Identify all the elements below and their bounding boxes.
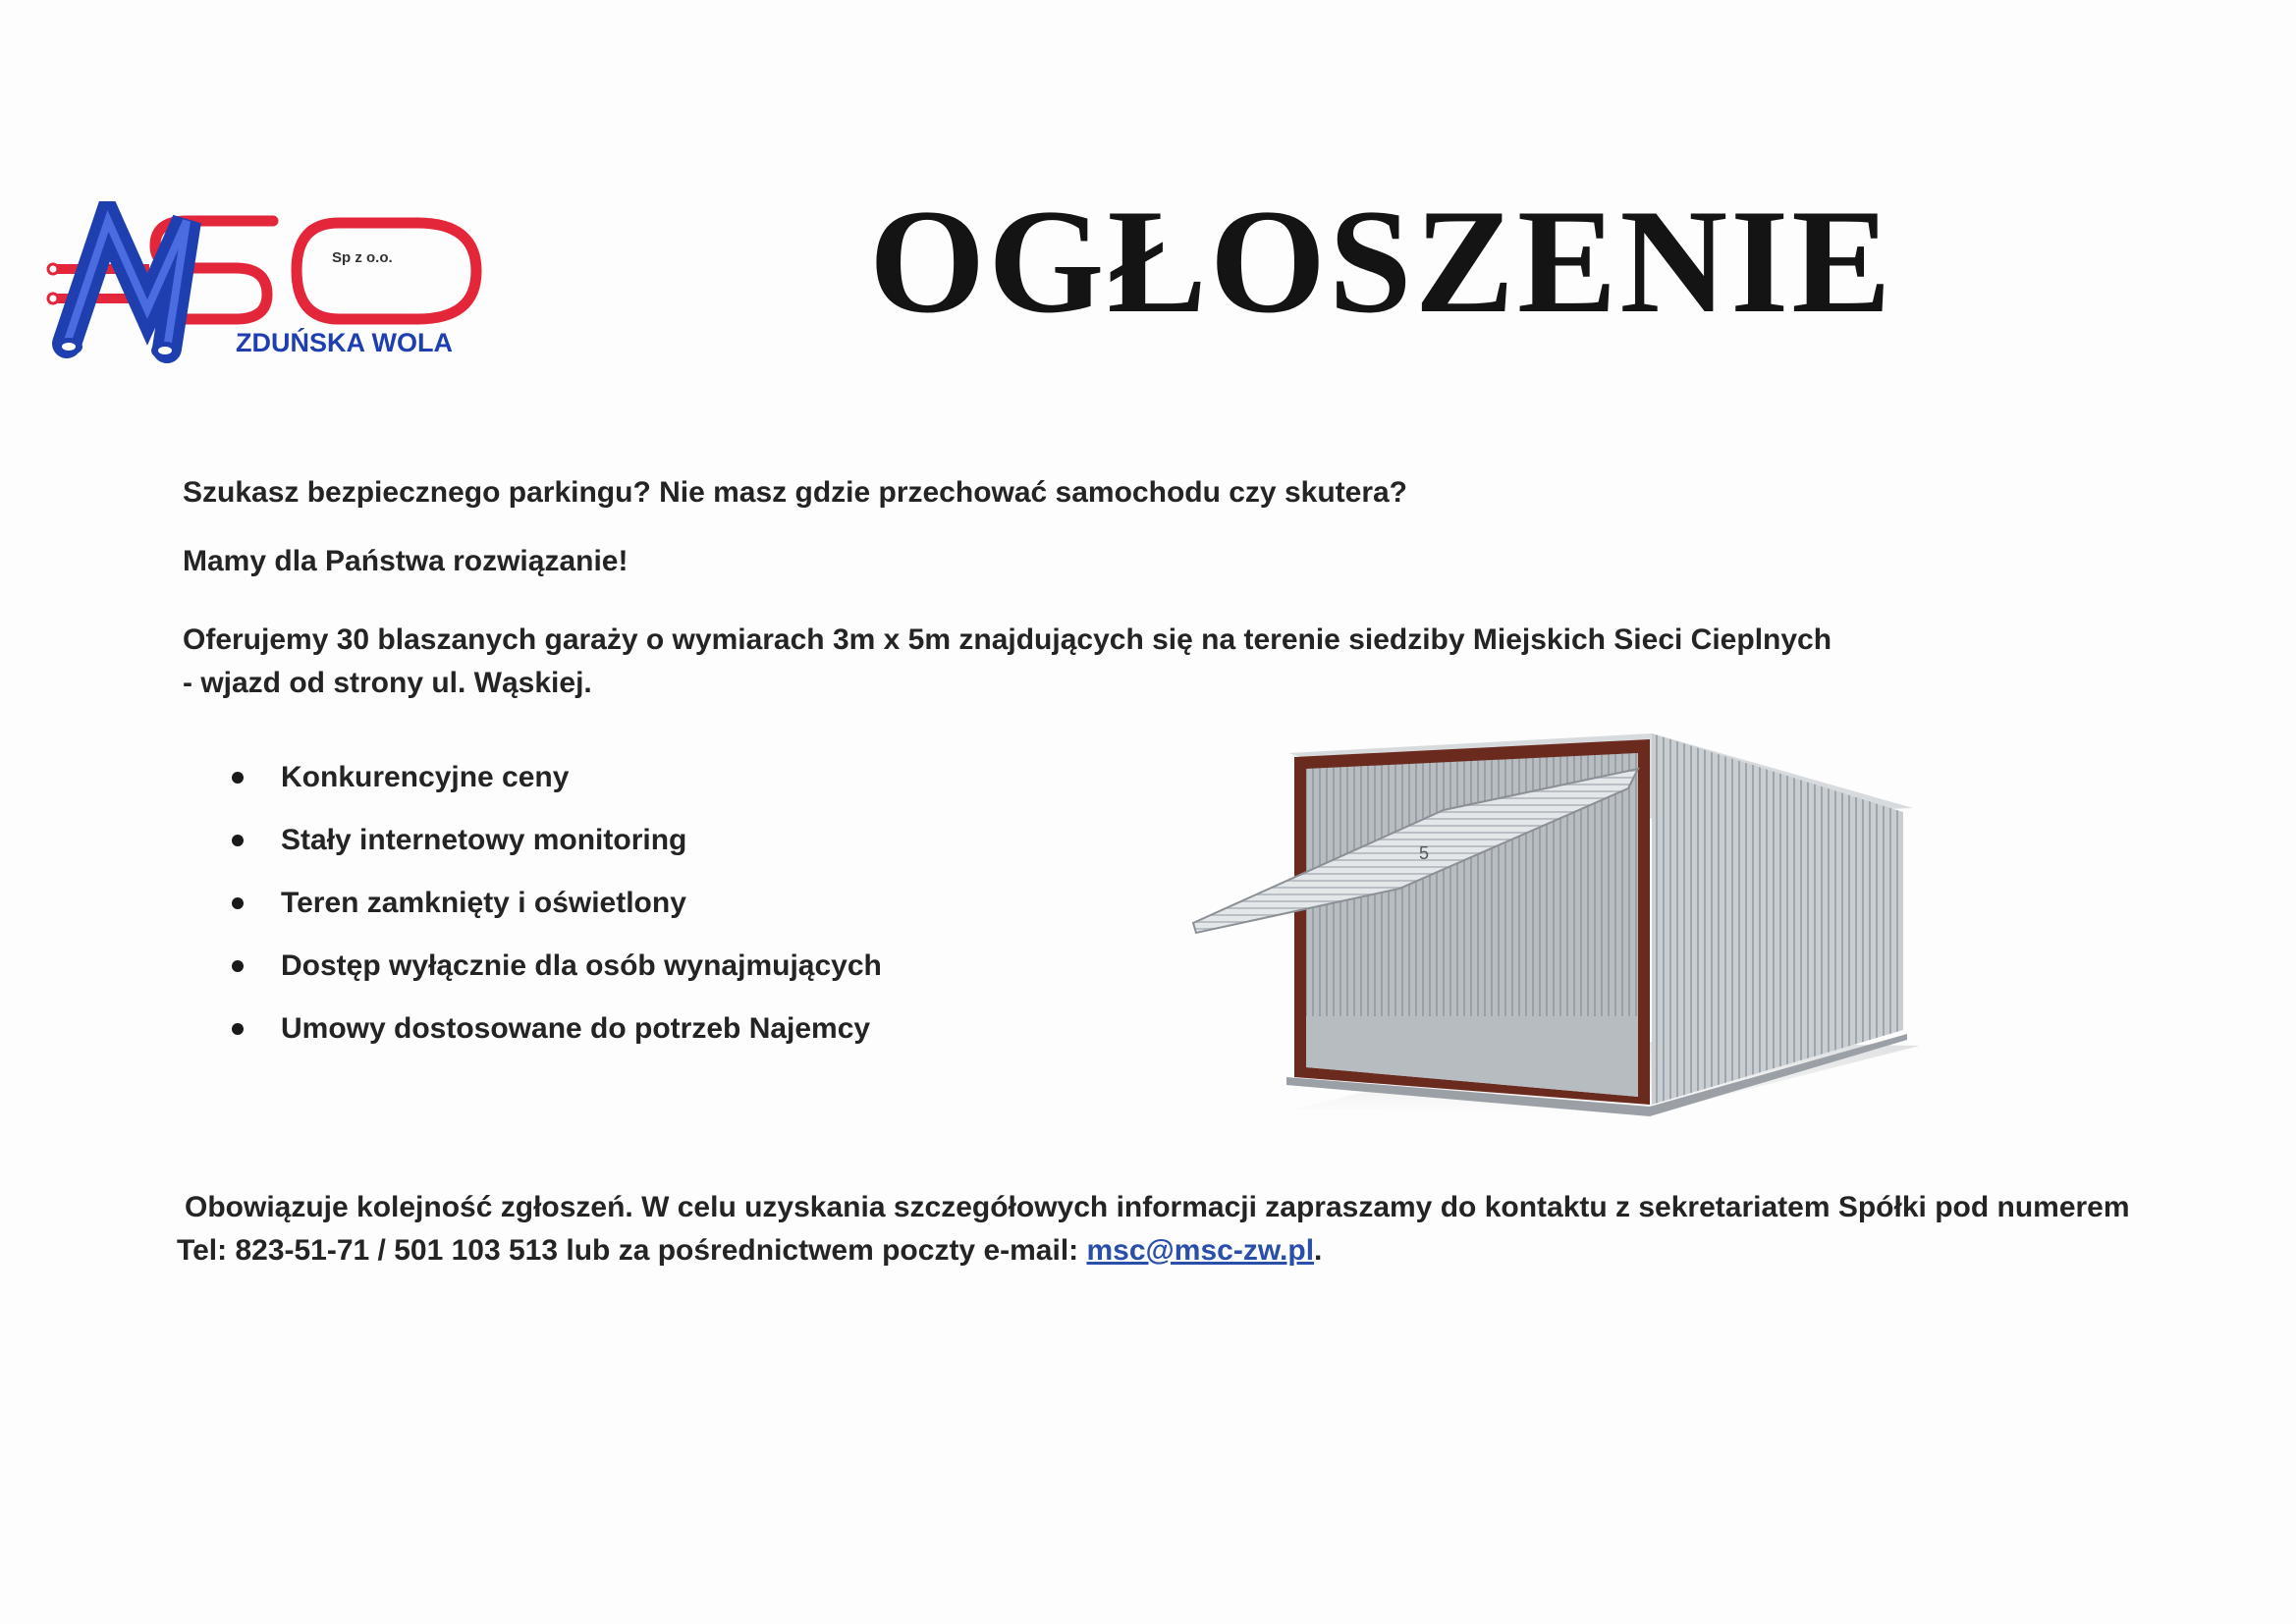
footer-line-1: Obowiązuje kolejność zgłoszeń. W celu uzyskania szczegółowych informacji zapraszamy do kontaktu z sekretariatem Spółki pod numerem [185,1191,2130,1223]
offer-line-1: Oferujemy 30 blaszanych garaży o wymiarach 3m x 5m znajdujących się na terenie siedziby Miejskich Sieci Cieplnych [183,623,1832,656]
offer-line-2: - wjazd od strony ul. Wąskiej. [183,667,592,699]
page-title: OGŁOSZENIE [869,179,1894,344]
bullet-icon [232,835,244,846]
company-logo [39,201,501,378]
logo-city: ZDUŃSKA WOLA [236,328,453,357]
feature-list [183,746,882,1060]
logo-legal-form: Sp z o.o. [332,249,393,266]
bullet-icon [232,960,244,972]
bullet-icon [232,1023,244,1035]
list-item: Stały internetowy monitoring [183,809,882,872]
bullet-icon [232,897,244,909]
list-item: Umowy dostosowane do potrzeb Najemcy [183,998,882,1060]
svg-text:5: 5 [1419,843,1430,863]
list-item: Teren zamknięty i oświetlony [183,872,882,935]
garage-image [1188,722,1920,1124]
bullet-icon [232,772,244,784]
list-item: Konkurencyjne ceny [183,746,882,809]
list-item: Dostęp wyłącznie dla osób wynajmujących [183,935,882,998]
intro-question: Szukasz bezpiecznego parkingu? Nie masz gdzie przechować samochodu czy skutera? [183,476,1408,509]
intro-solution: Mamy dla Państwa rozwiązanie! [183,545,629,577]
footer-line-2: Tel: 823-51-71 / 501 103 513 lub za pośrednictwem poczty e-mail: msc@msc-zw.pl. [177,1234,1323,1267]
email-link[interactable]: msc@msc-zw.pl [1086,1234,1315,1267]
